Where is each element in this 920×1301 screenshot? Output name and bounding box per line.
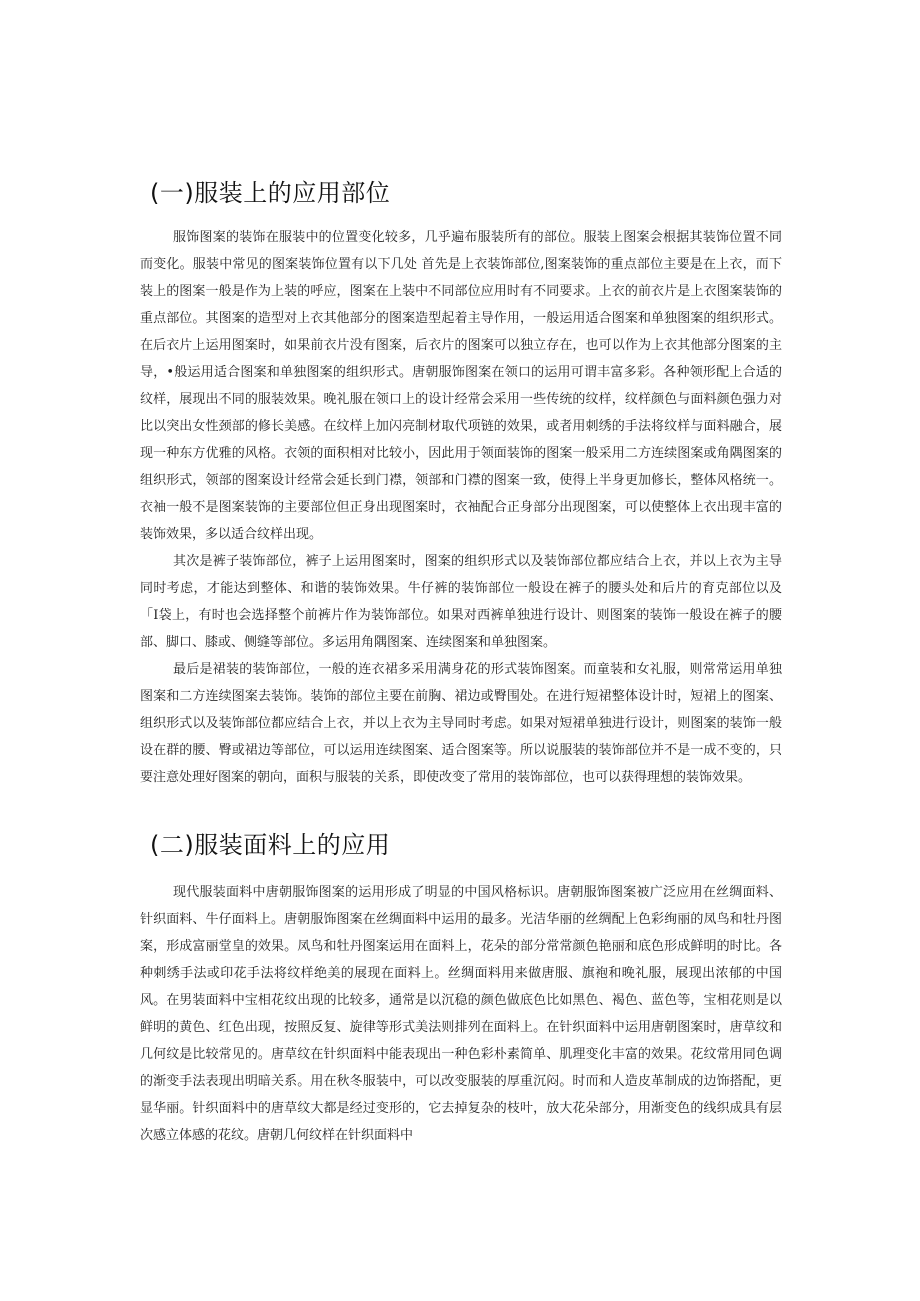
paragraph: 现代服装面料中唐朝服饰图案的运用形成了明显的中国风格标识。唐朝服饰图案被广泛应用在丝绸面料、针织面料、牛仔面料上。唐朝服饰图案在丝绸面料中运用的最多。光洁华丽的丝绸配上色彩绚丽的凤鸟和牡丹图案，形成富丽堂皇的效果。凤鸟和牡丹图案运用在面料上，花朵的部分常常颜色艳丽和底色形成鲜明的时比。各种刺绣手法或印花手法将纹样绝美的展现在面料上。丝绸面料用来做唐服、旗袍和晚礼服，展现出浓郁的中国风。在男装面料中宝相花纹出现的比较多，通常是以沉稳的颜色做底色比如黑色、褐色、蓝色等，宝相花则是以鲜明的黄色、红色出现，按照反复、旋律等形式美法则排列在面料上。在针织面料中运用唐朝图案时，唐草纹和几何纹是比较常见的。唐草纹在针织面料中能表现出一种色彩朴素简单、肌理变化丰富的效果。花纹常用同色调的渐变手法表现出明暗关系。用在秋冬服装中，可以改变服装的厚重沉闷。时而和人造皮革制成的边饰搭配，更显华丽。针织面料中的唐草纹大都是经过变形的，它去掉复杂的枝叶，放大花朵部分，用渐变色的线织成具有层次感立体感的花纹。唐朝几何纹样在针织面料中 [140,885,782,1143]
section-1-body [140,224,782,791]
section-heading-2: (二)服装面料上的应用 [150,831,391,859]
section-heading-1: (一)服装上的应用部位 [150,179,391,207]
paragraph: 最后是裙装的装饰部位，一般的连衣裙多采用满身花的形式装饰图案。而童装和女礼服，则常常运用单独图案和二方连续图案去装饰。装饰的部位主要在前胸、裙边或臀围处。在进行短裙整体设计时，短裙上的图案、组织形式以及装饰部位都应结合上衣，并以上衣为主导同时考虑。如果对短裙单独进行设计，则图案的装饰一般设在群的腰、臀或裙边等部位，可以运用连续图案、适合图案等。所以说服装的装饰部位并不是一成不变的，只要注意处理好图案的朝向，面积与服装的关系，即使改变了常用的装饰部位，也可以获得理想的装饰效果。 [140,662,782,785]
paragraph: 服饰图案的装饰在服装中的位置变化较多，几乎遍布服装所有的部位。服装上图案会根据其装饰位置不同而变化。服装中常见的图案装饰位置有以下几处 首先是上衣装饰部位,图案装饰的重点部位主要是在上衣，而下装上的图案一般是作为上装的呼应，图案在上装中不同部位应用时有不同要求。上衣的前衣片是上衣图案装饰的重点部位。其图案的造型对上衣其他部分的图案造型起着主导作用，一般运用适合图案和单独图案的组织形式。在后衣片上运用图案时，如果前衣片没有图案，后衣片的图案可以独立存在，也可以作为上衣其他部分图案的主导，•般运用适合图案和单独图案的组织形式。唐朝服饰图案在领口的运用可谓丰富多彩。各种领形配上合适的纹样，展现出不同的服装效果。晚礼服在领口上的设计经常会采用一些传统的纹样，纹样颜色与面料颜色强力对比以突出女性颈部的修长美感。在纹样上加闪亮制材取代项链的效果，或者用刺绣的手法将纹样与面料融合，展现一种东方优雅的风格。衣领的面积相对比较小，因此用于领面装饰的图案一般采用二方连续图案或角隅图案的组织形式，领部的图案设计经常会延长到门襟，领部和门襟的图案一致，使得上半身更加修长，整体风格统一。衣袖一般不是图案装饰的主要部位但正身出现图案时，衣袖配合正身部分出现图案，可以使整体上衣出现丰富的装饰效果，多以适合纹样出现。 [140,230,782,542]
section-2-body [140,879,782,1149]
paragraph: 其次是裤子装饰部位，裤子上运用图案时，图案的组织形式以及装饰部位都应结合上衣，并以上衣为主导同时考虑，才能达到整体、和谐的装饰效果。牛仔裤的装饰部位一般设在裤子的腰头处和后片的育克部位以及「I袋上，有时也会选择整个前裤片作为装饰部位。如果对西裤单独进行设计、则图案的装饰一般设在裤子的腰部、脚口、膝或、侧缝等部位。多运用角隅图案、连续图案和单独图案。 [140,554,782,650]
